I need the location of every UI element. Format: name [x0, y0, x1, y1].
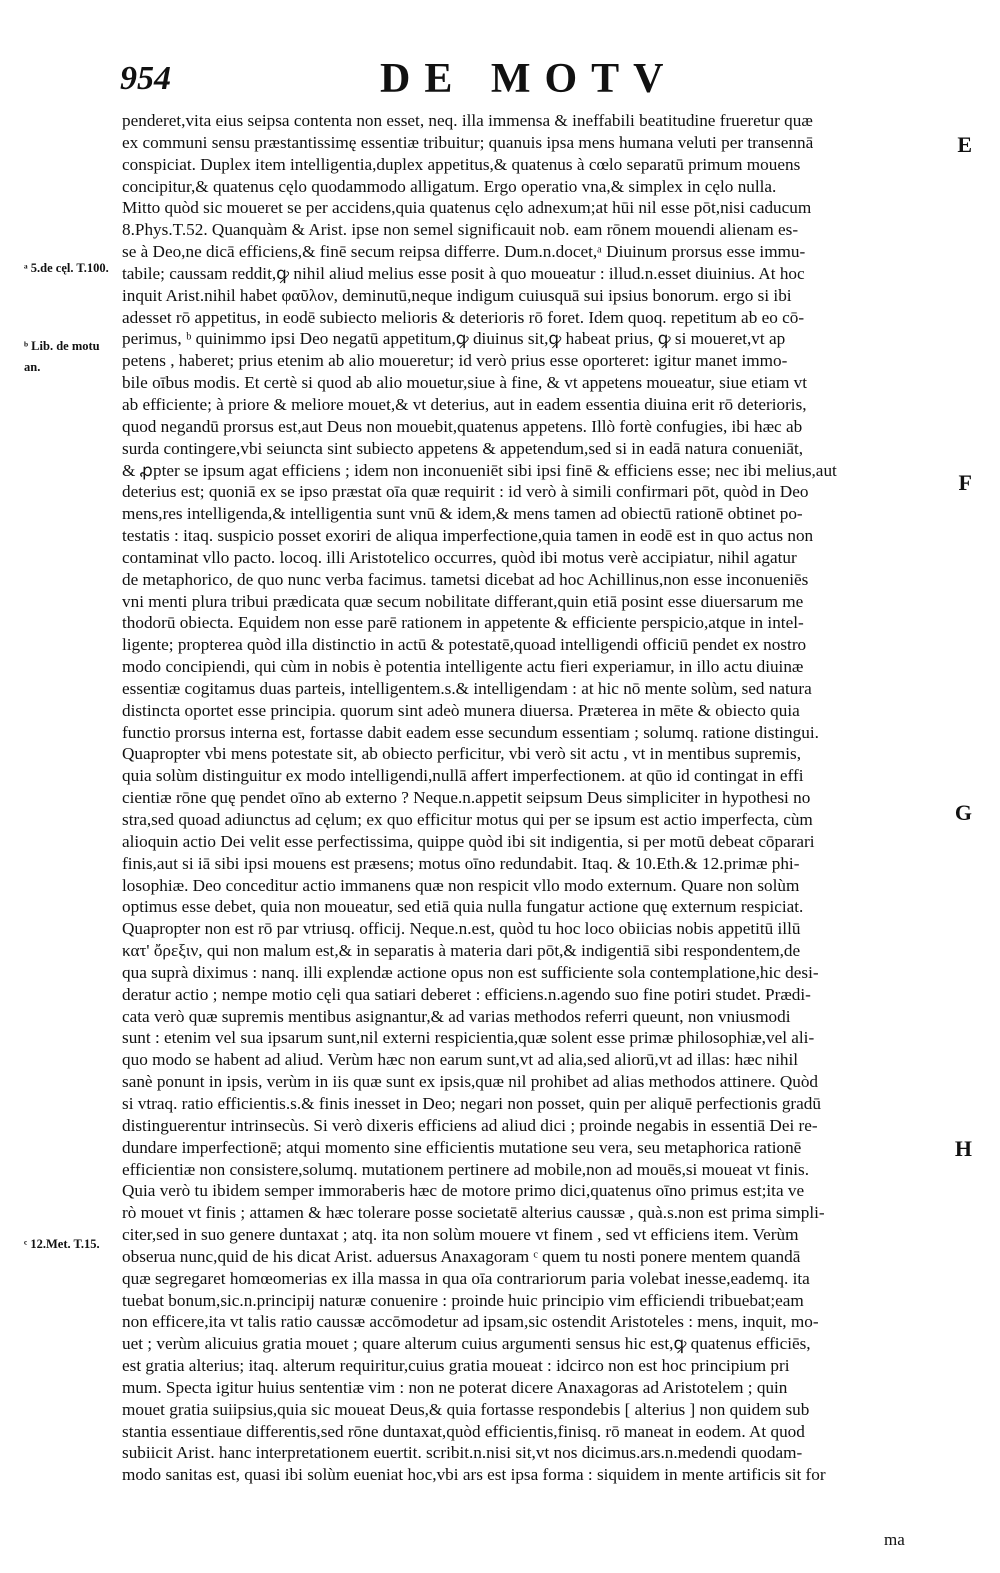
text-line: vni menti plura tribui prædicata quæ secum nobilitate differant,quin etiā posint esse diuersarum me [122, 591, 804, 611]
text-line: Quia verò tu ibidem semper immoraberis hæc de motore primo dici,quatenus oīno primus est;ita ve [122, 1181, 805, 1201]
text-line: modo sanitas est, quasi ibi solùm eueniat hoc,vbi ars est ipsa forma : siquidem in mente artificis sit for [122, 1465, 826, 1485]
section-marker: H [954, 1136, 972, 1161]
text-line: alioquin actio Dei velit esse perfectissima, quippe quòd ibi sit indigentia, si per motū debeat cōparari [122, 831, 815, 851]
text-line: rò mouet vt finis ; attamen & hæc tolerare posse societatē alterius caussæ , quà.s.non est prima simpli- [122, 1203, 825, 1223]
text-line: cata verò quæ supremis mentibus asignantur,& ad varias methodos referri queunt, non vniusmodi [122, 1006, 791, 1026]
text-line: adesset rō appetitus, in eodē subiecto melioris & deterioris rō foret. Idem quoq. repetitum ab eo cō- [122, 307, 805, 327]
text-line: perimus, ᵇ quinimmo ipsi Deo negatū appetitum,ꝙ diuinus sit,ꝙ habeat prius, ꝙ si moueret,vt ap [122, 329, 786, 349]
running-head: DE MOTV [380, 56, 678, 102]
text-line: dundare imperfectionē; atqui momento sine efficientis mutatione seu vera, seu metaphorica rationē [122, 1137, 802, 1157]
text-line: 8.Phys.T.52. Quanquàm & Arist. ipse non semel significauit nob. eam rōnem mouendi alienam es- [122, 220, 799, 240]
section-marker: F [958, 470, 972, 495]
text-line: quia solùm distinguitur ex modo intelligendi,nullā affert imperfectionem. at qūo id contingat in effi [122, 766, 804, 786]
section-marker: G [954, 800, 972, 825]
text-line: deratur actio ; nempe motio cęli qua satiari deberet : efficiens.n.agendo suo fine potiri studet. Prædi- [122, 984, 811, 1004]
text-line: modo concipiendi, qui cùm in nobis è potentia intelligente actu fieri experiamur, in illo actu diuinæ [122, 657, 804, 677]
text-line: si vtraq. ratio efficientis.s.& finis inesset in Deo; negari non posset, quin per aliquē perfectionis gradū [122, 1093, 821, 1113]
text-line: est gratia alterius; itaq. alterum requiritur,cuius gratia moueat : idcirco non est hoc principium pri [122, 1356, 790, 1376]
text-line: Mitto quòd sic moueret se per accidens,quia quatenus cęlo adnexum;at hūi nil esse pōt,nisi caducum [122, 198, 812, 218]
text-line: non efficere,ita vt talis ratio caussæ accōmodetur ad ipsam,sic ostendit Aristoteles : mens, inquit, mo- [122, 1312, 819, 1332]
text-line: qua suprà diximus : nanq. illi explendæ actione opus non est sufficiente sola contemplatione,hic desi- [122, 962, 819, 982]
text-line: optimus esse debet, quia non moueatur, sed etiā quia nulla fungatur actione quę externum respiciat. [122, 897, 804, 917]
text-line: tabile; caussam reddit,ꝙ nihil aliud melius esse posit à quo moueatur : illud.n.esset diuinius. At hoc [122, 263, 805, 283]
text-line: distinguerentur intrinsecùs. Si verò dixeris efficiens ad aliud dici ; proinde negabis in essentiā Dei re- [122, 1115, 818, 1135]
section-marker: E [957, 132, 972, 157]
margin-note: ᵃ 5.de cęl. T.100. [24, 261, 109, 275]
text-line: obserua nunc,quid de his dicat Arist. aduersus Anaxagoram ᶜ quem tu nosti ponere mentem quandā [122, 1246, 801, 1266]
text-line: se à Deo,ne dicā efficiens,& finē secum reipsa differre. Dum.n.docet,ᵃ Diuinum prorsus esse immu- [122, 242, 806, 262]
text-line: ab efficiente; à priore & meliore mouet,& vt deterius, aut in eadem essentia diuina erit rō deterioris, [122, 394, 807, 414]
text-line: testatis : itaq. suspicio posset exoriri de aliqua imperfectione,quia tamen in eodē est in quo actus non [122, 526, 814, 546]
text-line: quæ segregaret homœomerias ex illa massa in qua oīa contrariorum paria volebat inesse,eademq. ita [122, 1268, 810, 1288]
text-line: ligente; propterea quòd illa distinctio in actū & potestatē,quoad intelligendi officiū pendet ex nostro [122, 635, 807, 655]
text-line: & ꝓpter se ipsum agat efficiens ; idem non inconueniēt sibi ipsi finē & efficiens esse; nec ibi melius,aut [122, 460, 837, 480]
text-line: tuebat bonum,sic.n.principij naturæ conuenire : proinde huic principio vim efficiendi tribuebat;eam [122, 1290, 804, 1310]
text-line: κατ' ὄρεξιν, qui non malum est,& in separatis à materia dari pōt,& indigentiā sibi respondentem,de [122, 941, 801, 961]
text-line: petens , haberet; prius etenim ab alio moueretur; id verò prius esse oporteret: igitur manet immo- [122, 351, 788, 371]
margin-note: ᵇ Lib. de motu an. [24, 339, 100, 374]
text-line: deterius est; quoniā ex se ipso præstat oīa quæ requirit : id verò à simili confirmari pōt, quòd in Deo [122, 482, 809, 502]
text-line: penderet,vita eius seipsa contenta non esset, neq. illa immensa & ineffabili beatitudine frueretur quæ [122, 111, 813, 130]
text-line: efficientiæ non consistere,solumq. mutationem pertinere ad mobile,non ad mouēs,si moueat vt finis. [122, 1159, 810, 1179]
text-line: essentiæ cogitamus duas parteis, intelligentem.s.& intelligendam : at hic nō mente solùm, sed natura [122, 678, 812, 698]
text-line: de metaphorico, de quo nunc verba facimus. tametsi dicebat ad hoc Achillinus,non esse inconueniēs [122, 569, 809, 589]
text-line: surda contingere,vbi seiuncta sint subiecto appetens & appetendum,sed si in eadā natura conueniāt, [122, 438, 804, 458]
text-line: distincta oportet esse principia. quorum sint adeò munera diuersa. Præterea in mēte & obiecto quia [122, 700, 800, 720]
text-line: quod negandū prorsus est,aut Deus non mouebit,quatenus appetens. Illò fortè confugies, ibi hæc ab [122, 416, 803, 436]
text-line: conspiciat. Duplex item intelligentia,duplex appetitus,& quatenus à cœlo separatū primum mouens [122, 154, 801, 174]
text-line: losophiæ. Deo conceditur actio immanens quæ non respicit vllo modo externum. Quare non solùm [122, 875, 800, 895]
text-line: cientiæ rōne quę pendet oīno ab externo ? Neque.n.appetit seipsum Deus simpliciter in hypothesi no [122, 788, 811, 808]
text-line: inquit Arist.nihil habet φαῦλον, deminutū,neque indigum cuiusquā sui ipsius bonorum. ergo si ibi [122, 285, 792, 305]
text-line: subiicit Arist. hanc interpretationem euertit. scribit.n.nisi sit,vt nos dicimus.ars.n.medendi quodam- [122, 1443, 803, 1463]
text-line: quo modo se habent ad aliud. Verùm hæc non earum sunt,vt ad alia,sed aliorū,vt ad illas: hæc nihil [122, 1050, 799, 1070]
text-line: sanè ponunt in ipsis, verùm in iis quæ sunt ex ipsis,quæ nil prohibet ad alias methodos attinere. Quòd [122, 1072, 819, 1092]
body-text [122, 110, 934, 1486]
catchword: ma [884, 1530, 905, 1549]
text-line: functio prorsus interna est, fortasse dabit eadem esse secundum essentiam ; solumq. ratione distingui. [122, 722, 819, 742]
text-line: stra,sed quoad adiunctus ad cęlum; ex quo efficitur motus qui per se ipsum est actio imperfecta, cùm [122, 810, 813, 829]
margin-note: ᶜ 12.Met. T.15. [24, 1237, 100, 1251]
text-line: mum. Specta igitur huius sententiæ vim : non ne poterat dicere Anaxagoras ad Aristotelem ; quin [122, 1377, 788, 1397]
text-line: contaminat vllo pacto. locoq. illi Aristotelico occurres, quòd ibi motus verè accipiatur, nihil agatur [122, 547, 797, 567]
text-line: bile oībus modis. Et certè si quod ab alio mouetur,siue à fine, & vt appetens moueatur, siue etiam vt [122, 373, 808, 393]
text-line: sunt : etenim vel sua ipsarum sunt,nil externi respicientia,quæ solent esse primæ philosophiæ,vel ali- [122, 1028, 815, 1048]
text-line: citer,sed in suo genere duntaxat ; atq. ita non solùm mouere vt finem , sed vt efficiens item. Verùm [122, 1225, 799, 1245]
text-line: mens,res intelligenda,& intelligentia sunt vnū & idem,& mens tamen ad obiectū rationē obtinet po- [122, 504, 803, 524]
text-line: Quapropter non est rō par vtriusq. officij. Neque.n.est, quòd tu hoc loco obiicias nobis appetitū illū [122, 919, 801, 939]
text-line: stantia essentiaue differentis,sed rōne duntaxat,quòd efficientis,finisq. rō maneat in eodem. At quod [122, 1421, 805, 1441]
text-line: Quapropter vbi mens potestate sit, ab obiecto perficitur, vbi verò sit actu , vt in mentibus supremis, [122, 744, 802, 764]
text-line: ex communi sensu præstantissimę essentiæ tribuitur; quanuis ipsa mens humana veluti per transennā [122, 132, 814, 152]
text-line: concipitur,& quatenus cęlo quodammodo alligatum. Ergo operatio vna,& simplex in cęlo nulla. [122, 176, 777, 196]
text-line: uet ; verùm alicuius gratia mouet ; quare alterum cuius argumenti sensus hic est,ꝙ quatenus efficiēs, [122, 1334, 811, 1354]
text-line: thodorū obiecta. Equidem non esse parē rationem in appetente & efficiente perspicio,atque in intel- [122, 613, 804, 633]
page-number: 954 [120, 60, 171, 97]
text-line: mouet gratia suiipsius,quia sic moueat Deus,& quia fortasse respondebis [ alterius ] non quidem sub [122, 1399, 810, 1419]
text-line: finis,aut si iā sibi ipsi mouens est præsens; motus oīno redundabit. Itaq. & 10.Eth.& 12.primæ phi- [122, 853, 800, 873]
